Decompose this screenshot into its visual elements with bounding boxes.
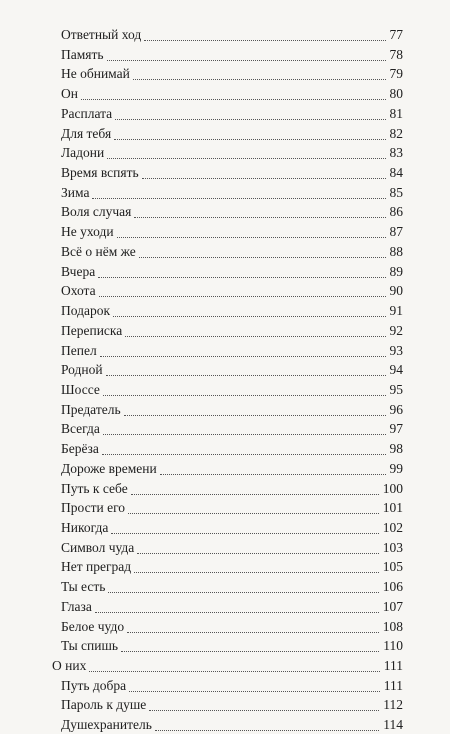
toc-entry — [61, 84, 403, 103]
toc-entry — [61, 577, 403, 596]
toc-entry-page-number: 103 — [382, 539, 403, 555]
dot-leader — [133, 79, 386, 80]
toc-entry-title: Всегда — [61, 421, 100, 437]
toc-entry — [61, 104, 403, 123]
toc-entry — [61, 321, 403, 340]
toc-entry — [61, 479, 403, 498]
toc-entry-title: Нет преград — [61, 559, 132, 575]
toc-entry-title: Время вспять — [61, 165, 139, 181]
toc-entry-page-number: 87 — [389, 224, 403, 240]
dot-leader — [131, 494, 379, 495]
dot-leader — [107, 60, 386, 61]
toc-entry-page-number: 93 — [389, 342, 403, 358]
toc-entry-page-number: 90 — [389, 283, 403, 299]
toc-entry-page-number: 105 — [382, 559, 403, 575]
dot-leader — [113, 316, 385, 317]
dot-leader — [92, 198, 385, 199]
toc-entry — [61, 163, 403, 182]
toc-entry-page-number: 96 — [389, 401, 403, 417]
toc-entry — [61, 124, 403, 143]
toc-entry-title: Ответный ход — [61, 27, 142, 42]
toc-entry — [61, 183, 403, 202]
toc-entry-page-number: 110 — [383, 638, 403, 654]
dot-leader — [115, 119, 385, 120]
dot-leader — [125, 336, 385, 337]
toc-entry — [52, 656, 403, 675]
toc-entry — [61, 281, 403, 300]
toc-entry-page-number: 98 — [389, 441, 403, 457]
toc-entry-page-number: 83 — [389, 145, 403, 161]
toc-entry-title: Дороже времени — [61, 460, 157, 476]
toc-entry-title: Прости его — [61, 500, 126, 516]
toc-entry-page-number: 97 — [389, 421, 403, 437]
toc-entry-title: Символ чуда — [61, 539, 135, 555]
toc-entry-title: Родной — [61, 362, 103, 378]
toc-entry-title: Всё о нём же — [61, 243, 136, 259]
toc-entry-title: Предатель — [61, 401, 121, 417]
toc-entry — [61, 64, 403, 83]
toc-entry-page-number: 106 — [382, 579, 403, 595]
toc-entry — [61, 538, 403, 557]
dot-leader — [149, 710, 379, 711]
toc-entry — [61, 676, 403, 695]
dot-leader — [81, 99, 386, 100]
toc-entry-page-number: 111 — [383, 658, 403, 674]
toc-entry — [61, 380, 403, 399]
toc-entry — [61, 439, 403, 458]
toc-entry-page-number: 80 — [389, 86, 403, 102]
dot-leader — [155, 730, 379, 731]
toc-entry-page-number: 114 — [383, 717, 403, 733]
dot-leader — [127, 632, 379, 633]
dot-leader — [95, 612, 379, 613]
toc-entry-title: Охота — [61, 283, 96, 299]
dot-leader — [106, 375, 386, 376]
toc-entry-title: Расплата — [61, 105, 113, 121]
toc-entry — [61, 25, 403, 44]
dot-leader — [134, 572, 379, 573]
toc-entry-page-number: 88 — [389, 243, 403, 259]
toc-entry-title: Путь добра — [61, 677, 127, 693]
toc-entry-page-number: 108 — [382, 618, 403, 634]
dot-leader — [144, 40, 385, 41]
dot-leader — [99, 296, 386, 297]
dot-leader — [142, 178, 386, 179]
dot-leader — [134, 217, 385, 218]
toc-entry — [61, 262, 403, 281]
toc-entry-title: Путь к себе — [61, 480, 128, 496]
toc-entry — [61, 360, 403, 379]
toc-entry-title: Не уходи — [61, 224, 114, 240]
dot-leader — [103, 434, 386, 435]
toc-entry-title: Пароль к душе — [61, 697, 147, 713]
toc-entry-page-number: 81 — [389, 105, 403, 121]
toc-entry — [61, 459, 403, 478]
toc-entry-title: Ты есть — [61, 579, 106, 595]
dot-leader — [108, 592, 378, 593]
toc-entry — [61, 202, 403, 221]
toc-entry-title: Глаза — [61, 598, 92, 614]
toc-entry-title: Подарок — [61, 303, 111, 319]
toc-entry-title: Он — [61, 86, 78, 102]
toc-entry-page-number: 112 — [383, 697, 403, 713]
toc-entry-page-number: 99 — [389, 460, 403, 476]
toc-entry-title: Никогда — [61, 520, 109, 535]
toc-entry — [61, 419, 403, 438]
dot-leader — [103, 395, 386, 396]
dot-leader — [139, 257, 386, 258]
dot-leader — [102, 454, 386, 455]
toc-entry — [61, 695, 403, 714]
toc-entry-page-number: 84 — [389, 165, 403, 181]
toc-entry — [61, 498, 403, 517]
toc-entry-page-number: 94 — [389, 362, 403, 378]
toc-entry-page-number: 102 — [382, 520, 403, 535]
toc-entry — [61, 301, 403, 320]
toc-entry-page-number: 78 — [389, 46, 403, 62]
toc-entry — [61, 242, 403, 261]
toc-entry-page-number: 91 — [389, 303, 403, 319]
toc-entry — [61, 341, 403, 360]
toc-entry-page-number: 79 — [389, 66, 403, 82]
toc-entry-title: Память — [61, 46, 104, 62]
toc-entry — [61, 143, 403, 162]
toc-entry-page-number: 77 — [389, 27, 403, 42]
toc-entry-page-number: 100 — [382, 480, 403, 496]
dot-leader — [89, 671, 379, 672]
toc-entry-title: Переписка — [61, 322, 123, 338]
toc-entry-title: Душехранитель — [61, 717, 152, 733]
toc-entry-page-number: 85 — [389, 184, 403, 200]
toc-entry-title: Вчера — [61, 263, 96, 279]
toc-entry-page-number: 89 — [389, 263, 403, 279]
toc-entry-title: Для тебя — [61, 125, 112, 141]
toc-entry-title: Не обнимай — [61, 66, 130, 82]
dot-leader — [114, 139, 385, 140]
toc-entry-page-number: 92 — [389, 322, 403, 338]
toc-entry-title: О них — [52, 658, 87, 674]
toc-entry-title: Белое чудо — [61, 618, 125, 634]
toc-entry-title: Шоссе — [61, 381, 100, 397]
toc-entry — [61, 222, 403, 241]
toc-entry — [61, 45, 403, 64]
toc-entry-page-number: 95 — [389, 381, 403, 397]
toc-entry-page-number: 107 — [382, 598, 403, 614]
dot-leader — [107, 158, 385, 159]
toc-entry — [61, 557, 403, 576]
toc-entry — [61, 617, 403, 636]
dot-leader — [137, 553, 378, 554]
toc-entry-page-number: 111 — [383, 677, 403, 693]
dot-leader — [128, 513, 379, 514]
toc-entry — [61, 715, 403, 734]
toc-entry — [61, 518, 403, 537]
dot-leader — [98, 277, 385, 278]
toc-entry-page-number: 82 — [389, 125, 403, 141]
toc-entry — [61, 636, 403, 655]
toc-entry-title: Пепел — [61, 342, 97, 358]
toc-entry-title: Воля случая — [61, 204, 132, 220]
dot-leader — [160, 474, 386, 475]
toc-entry-title: Зима — [61, 184, 90, 200]
toc-entry-page-number: 101 — [382, 500, 403, 516]
toc-entry-title: Ты спишь — [61, 638, 119, 654]
dot-leader — [111, 533, 378, 534]
dot-leader — [129, 691, 380, 692]
dot-leader — [124, 415, 386, 416]
dot-leader — [117, 237, 386, 238]
toc-entry-page-number: 86 — [389, 204, 403, 220]
toc-entry — [61, 597, 403, 616]
toc-entry — [61, 400, 403, 419]
toc-entry-title: Ладони — [61, 145, 105, 161]
dot-leader — [121, 651, 379, 652]
toc-entry-title: Берёза — [61, 441, 99, 457]
dot-leader — [100, 356, 386, 357]
